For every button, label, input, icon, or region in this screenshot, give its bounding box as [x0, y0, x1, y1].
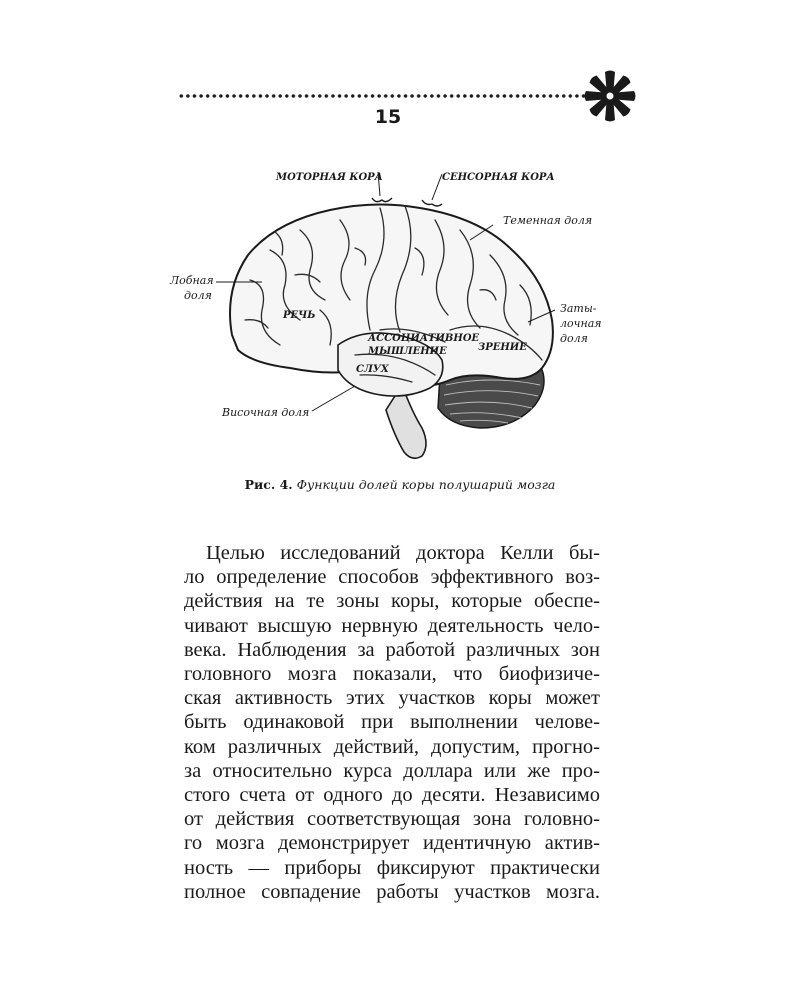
label-speech: РЕЧЬ — [283, 310, 316, 321]
figure-caption-text: Функции долей коры полушарий мозга — [292, 477, 556, 492]
label-sensory-cortex: СЕНСОРНАЯ КОРА — [442, 172, 555, 183]
label-occipital-line2: лочная — [560, 317, 602, 330]
label-association-line2: МЫШЛЕНИЕ — [368, 346, 447, 357]
body-line: быть одинаковой при выполнении челове- — [184, 711, 600, 734]
body-line: стого счета от одного до десяти. Независимо — [184, 784, 600, 807]
body-line: го мозга демонстрирует идентичную актив- — [184, 832, 600, 855]
body-line: чивают высшую нервную деятельность чело- — [184, 614, 600, 637]
label-frontal-lobe-line2: доля — [184, 289, 212, 302]
body-line: полное совпадение работы участков мозга. — [184, 880, 600, 903]
label-association-line1: АССОЦИАТИВНОЕ — [368, 333, 480, 344]
brain-figure — [150, 160, 650, 470]
label-parietal-lobe: Теменная доля — [503, 214, 593, 227]
label-vision: ЗРЕНИЕ — [478, 342, 527, 353]
body-line: века. Наблюдения за работой различных зон — [184, 638, 600, 661]
body-line: за относительно курса доллара или же про- — [184, 759, 600, 782]
label-occipital-line1: Заты- — [560, 302, 597, 315]
body-line: ло определение способов эффективного воз- — [184, 566, 600, 589]
body-line: действия на те зоны коры, которые обеспе- — [184, 590, 600, 613]
label-frontal-lobe-line1: Лобная — [170, 274, 214, 287]
page-number: 15 — [374, 106, 402, 128]
label-temporal-lobe: Височная доля — [222, 406, 310, 419]
label-motor-cortex: МОТОРНАЯ КОРА — [276, 172, 383, 183]
header-dotted-rule — [178, 92, 588, 100]
brain-illustration — [150, 160, 650, 470]
body-line: ность — приборы фиксируют практически — [184, 856, 600, 879]
body-line: ком различных действий, допустим, прогно- — [184, 735, 600, 758]
label-occipital-line3: доля — [560, 332, 588, 345]
body-line: Целью исследований доктора Келли бы- — [206, 542, 600, 564]
figure-caption — [200, 477, 600, 492]
figure-caption-number: Рис. 4. — [244, 477, 293, 492]
body-line: ская активность этих участков коры может — [184, 687, 600, 710]
body-paragraph — [184, 541, 600, 904]
label-hearing: СЛУХ — [356, 364, 389, 375]
body-line: головного мозга показали, что биофизиче- — [184, 663, 600, 686]
body-line: от действия соответствующая зона головно- — [184, 808, 600, 831]
asterisk-ornament-icon — [584, 70, 636, 122]
